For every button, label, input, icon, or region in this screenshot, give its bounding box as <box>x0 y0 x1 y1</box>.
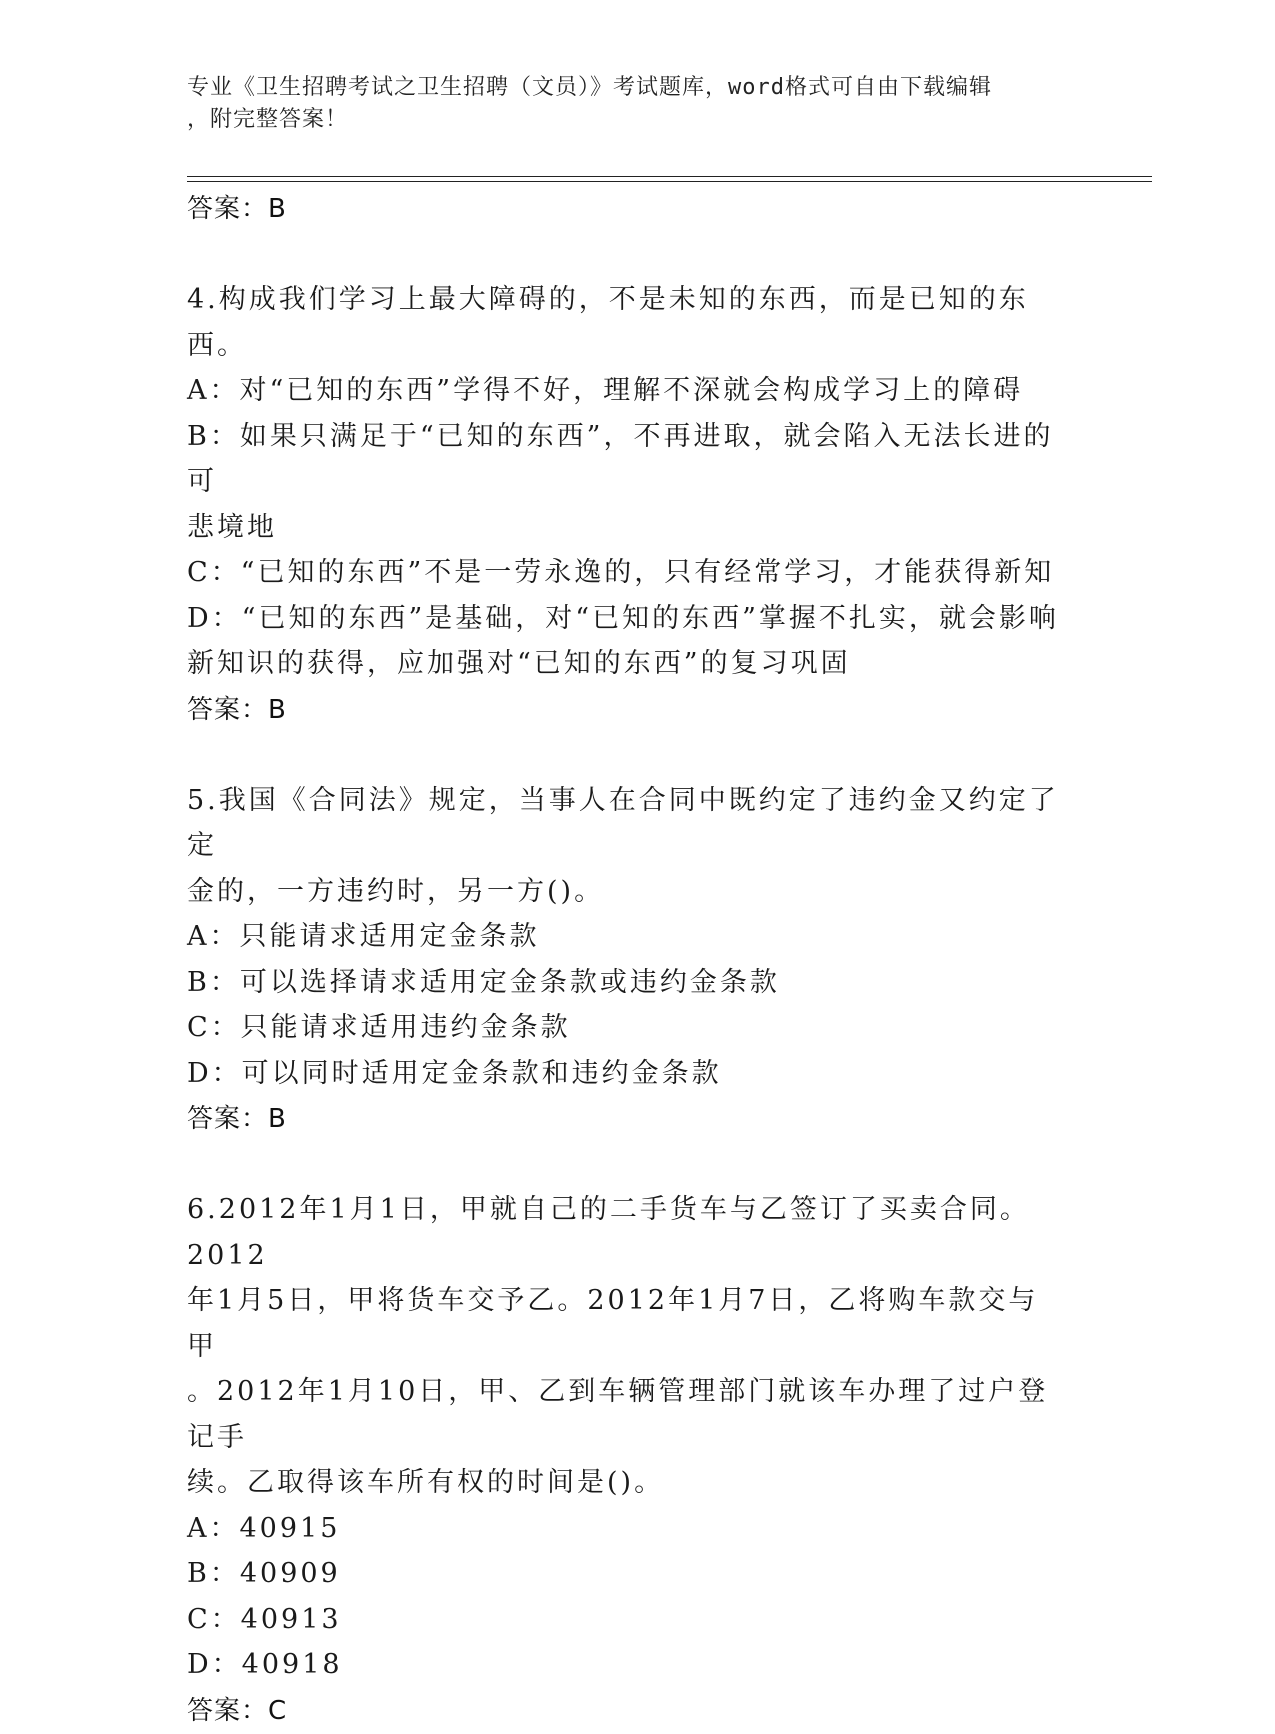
option-text: “已知的东西”不是一劳永逸的，只有经常学习，才能获得新知 <box>240 557 1055 588</box>
option-key: B： <box>187 420 240 452</box>
question-list <box>187 186 1087 1734</box>
header-rule-bottom <box>187 181 1152 182</box>
option-text: 40915 <box>239 1512 341 1544</box>
option-key: A： <box>187 921 240 952</box>
answer: 答案：B <box>187 694 287 725</box>
spacer <box>187 232 1087 277</box>
option-b <box>187 960 1067 1006</box>
option-text: 只能请求适用定金条款 <box>239 921 540 952</box>
question-text-line: 2012年1月1日，甲就自己的二手货车与乙签订了买卖合同。2012 <box>187 1194 1030 1271</box>
answer: 答案：C <box>187 1695 288 1726</box>
option-text: 对“已知的东西”学得不好，理解不深就会构成学习上的障碍 <box>239 375 1024 406</box>
option-key: D： <box>187 602 242 634</box>
question-text <box>187 1187 1067 1278</box>
option-text: 40918 <box>241 1649 343 1680</box>
document-header <box>187 72 1067 136</box>
option-text: 40909 <box>239 1558 341 1589</box>
spacer <box>187 733 1087 778</box>
option-b <box>187 1551 1067 1597</box>
option-key: B： <box>187 966 240 998</box>
option-text: 可以同时适用定金条款和违约金条款 <box>241 1057 722 1089</box>
option-text: 只能请求适用违约金条款 <box>240 1012 571 1043</box>
question-number: 4. <box>187 284 219 315</box>
question-text-continued: 。2012年1月10日，甲、乙到车辆管理部门就该车办理了过户登记手 <box>187 1376 1049 1453</box>
option-key: A： <box>187 1512 240 1544</box>
option-a <box>187 368 1067 414</box>
option-b-continued: 悲境地 <box>187 511 277 543</box>
question-text <box>187 277 1067 368</box>
header-line-2: ，附完整答案！ <box>187 107 349 132</box>
option-text: 可以选择请求适用定金条款或违约金条款 <box>239 966 780 998</box>
option-d <box>187 596 1067 642</box>
option-text: 40913 <box>240 1603 342 1635</box>
option-text: 如果只满足于“已知的东西”，不再进取，就会陷入无法长进的可 <box>187 420 1054 497</box>
option-c <box>187 550 1067 596</box>
question-text-continued: 续。乙取得该车所有权的时间是()。 <box>187 1467 665 1498</box>
question-6 <box>187 1187 1087 1734</box>
option-key: B： <box>187 1558 240 1589</box>
question-text <box>187 778 1067 869</box>
question-text-line: 我国《合同法》规定，当事人在合同中既约定了违约金又约定了定 <box>187 784 1059 861</box>
question-number: 6. <box>187 1194 219 1225</box>
answer: 答案：B <box>187 1104 287 1134</box>
option-a <box>187 914 1067 960</box>
header-line-1: 专业《卫生招聘考试之卫生招聘（文员）》考试题库，word格式可自由下载编辑 <box>187 75 992 100</box>
option-d-continued: 新知识的获得，应加强对“已知的东西”的复习巩固 <box>187 648 851 679</box>
option-key: C： <box>187 1603 241 1635</box>
option-c <box>187 1005 1067 1051</box>
question-4 <box>187 277 1087 733</box>
question-text-line: 构成我们学习上最大障碍的，不是未知的东西，而是已知的东西。 <box>187 284 1029 361</box>
question-5 <box>187 778 1087 1143</box>
spacer <box>187 1142 1087 1187</box>
option-d <box>187 1051 1067 1097</box>
option-text: “已知的东西”是基础，对“已知的东西”掌握不扎实，就会影响 <box>241 602 1059 634</box>
question-text-continued: 年1月5日，甲将货车交予乙。2012年1月7日，乙将购车款交与甲 <box>187 1285 1039 1362</box>
option-key: C： <box>187 1012 241 1043</box>
option-key: D： <box>187 1057 242 1089</box>
question-text-continued: 金的，一方违约时，另一方()。 <box>187 875 605 907</box>
option-a <box>187 1506 1067 1552</box>
header-rule-top <box>187 176 1152 177</box>
option-key: D： <box>187 1649 242 1680</box>
question-number: 5. <box>187 784 219 816</box>
option-c <box>187 1597 1067 1643</box>
previous-answer: 答案：B <box>187 194 287 224</box>
option-b <box>187 414 1067 505</box>
option-d <box>187 1642 1067 1688</box>
option-key: C： <box>187 557 241 588</box>
option-key: A： <box>187 375 240 406</box>
